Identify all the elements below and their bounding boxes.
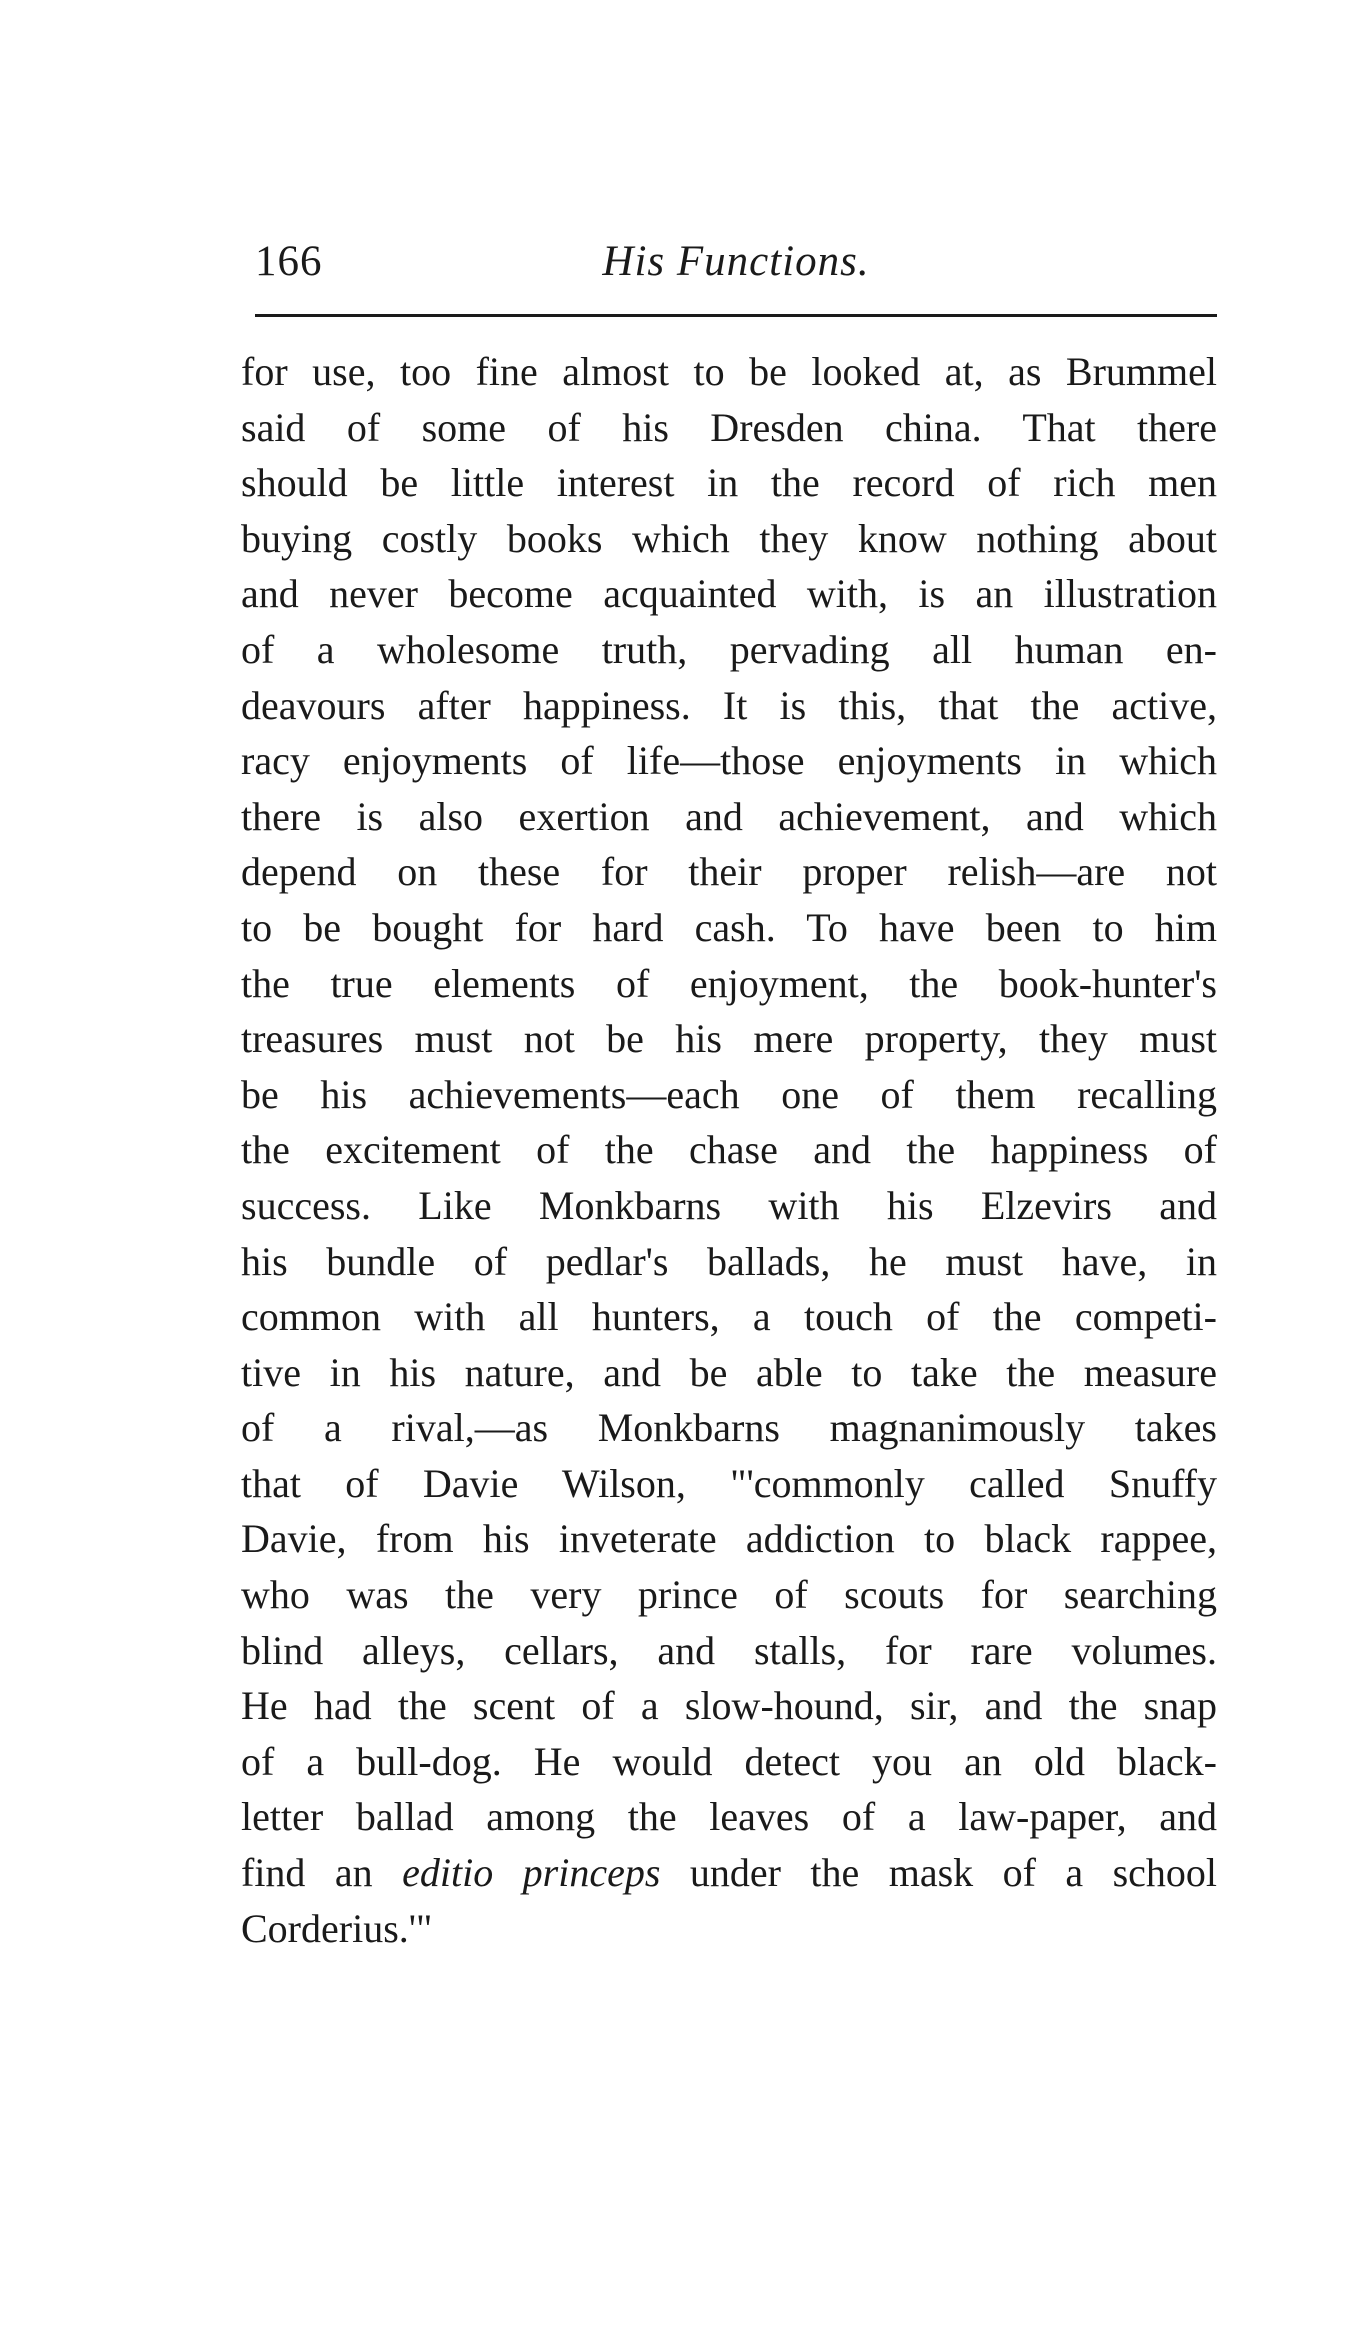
text-segment: find an <box>241 1850 403 1896</box>
text-line: tive in his nature, and be able to take the measure <box>241 1349 1217 1395</box>
text-line: there is also exertion and achievement, and which <box>241 793 1217 839</box>
italic-phrase: editio princeps <box>402 1850 661 1896</box>
page-number: 166 <box>255 238 323 285</box>
text-line: of a wholesome truth, pervading all human en- <box>241 626 1217 672</box>
text-line: buying costly books which they know nothing about <box>241 515 1217 561</box>
text-line: racy enjoyments of life—those enjoyments in which <box>241 738 1217 784</box>
header-rule <box>255 314 1217 317</box>
text-line: be his achievements—each one of them recalling <box>241 1071 1217 1117</box>
text-line: for use, too fine almost to be looked at, as Brummel <box>241 349 1217 394</box>
text-line: deavours after happiness. It is this, that the active, <box>241 682 1217 728</box>
text-line: treasures must not be his mere property, they must <box>241 1016 1217 1062</box>
text-line: who was the very prince of scouts for searching <box>241 1572 1217 1618</box>
text-line: the true elements of enjoyment, the book-hunter's <box>241 960 1217 1006</box>
text-segment: under the mask of a school <box>660 1850 1217 1896</box>
text-line: common with all hunters, a touch of the competi- <box>241 1294 1217 1340</box>
body-text <box>241 344 1217 1956</box>
text-line: blind alleys, cellars, and stalls, for rare volumes. <box>241 1627 1217 1673</box>
running-title: His Functions. <box>602 238 870 285</box>
text-line: He had the scent of a slow-hound, sir, and the snap <box>241 1683 1217 1729</box>
running-head <box>255 232 1217 292</box>
text-line: and never become acquainted with, is an illustration <box>241 571 1217 617</box>
text-line-with-italic <box>241 1845 1217 1901</box>
text-line: to be bought for hard cash. To have been to him <box>241 904 1217 950</box>
text-line: of a bull-dog. He would detect you an old black- <box>241 1738 1217 1784</box>
text-line: Davie, from his inveterate addiction to black rappee, <box>241 1516 1217 1562</box>
text-line: of a rival,—as Monkbarns magnanimously takes <box>241 1405 1217 1451</box>
text-line: letter ballad among the leaves of a law-paper, and <box>241 1794 1217 1840</box>
text-line-last: Corderius.'" <box>241 1905 433 1951</box>
text-line: depend on these for their proper relish—are not <box>241 849 1217 895</box>
text-line: the excitement of the chase and the happiness of <box>241 1127 1217 1173</box>
text-line: said of some of his Dresden china. That there <box>241 404 1217 450</box>
text-line: his bundle of pedlar's ballads, he must have, in <box>241 1238 1217 1284</box>
text-line: success. Like Monkbarns with his Elzevirs and <box>241 1182 1217 1228</box>
text-line: should be little interest in the record of rich men <box>241 460 1217 506</box>
text-line: that of Davie Wilson, "'commonly called Snuffy <box>241 1460 1217 1506</box>
